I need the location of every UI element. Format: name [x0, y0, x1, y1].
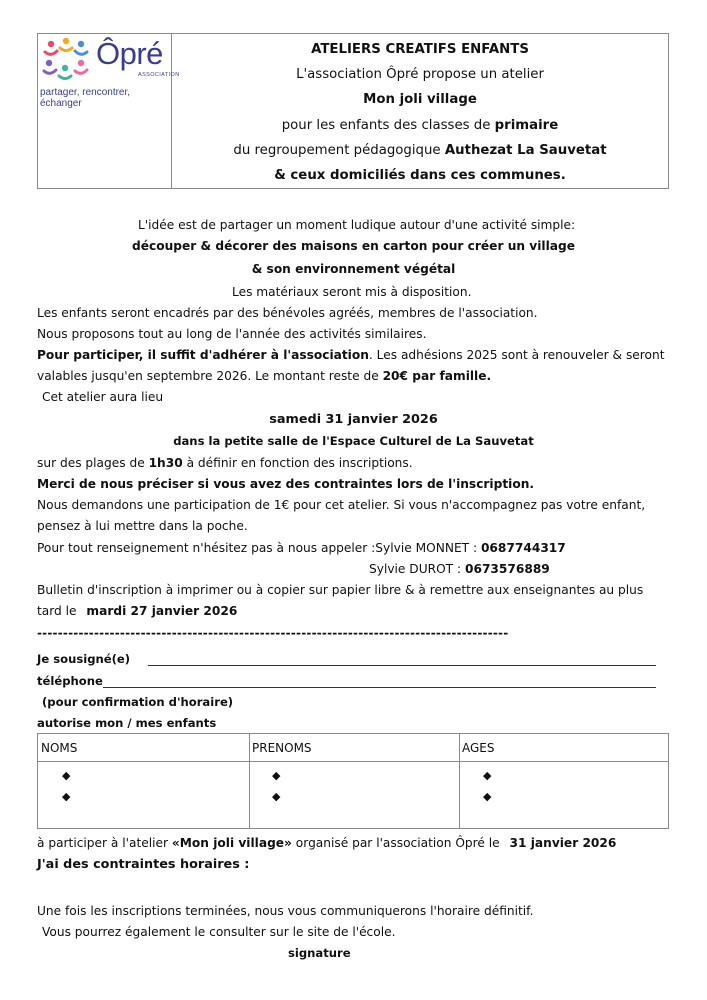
location-intro: Cet atelier aura lieu — [42, 390, 164, 404]
event-place: dans la petite salle de l'Espace Culturel de La Sauvetat — [173, 434, 534, 448]
supervision-text: Les enfants seront encadrés par des bénévoles agréés, membres de l'association. — [37, 306, 538, 320]
constraints-label: J'ai des contraintes horaires : — [37, 857, 250, 872]
children-table — [37, 733, 669, 829]
fee-text-2: pensez à lui mettre dans la poche. — [37, 519, 248, 533]
list-bullet[interactable]: ◆ — [62, 790, 71, 803]
materials-text: Les matériaux seront mis à disposition. — [232, 285, 472, 299]
table-header-names: NOMS — [41, 741, 78, 755]
phone-label: téléphone — [37, 674, 103, 688]
contact-line-1: Pour tout renseignement n'hésitez pas à nous appeler :Sylvie MONNET : 0687744317 — [37, 541, 566, 555]
confirm-label: (pour confirmation d'horaire) — [42, 695, 234, 709]
fee-text-1: Nous demandons une participation de 1€ pour cet atelier. Si vous n'accompagnez pas votre enfant, — [37, 498, 646, 512]
similar-text: Nous proposons tout au long de l'année des activités similaires. — [37, 327, 427, 341]
participation-text: Pour participer, il suffit d'adhérer à l'association. Les adhésions 2025 sont à renouveler & seront — [37, 348, 665, 362]
logo-sub: ASSOCIATION — [138, 72, 180, 78]
signature-label: signature — [288, 946, 351, 960]
table-header-firstnames: PRENOMS — [252, 741, 312, 755]
header-line2: L'association Ôpré propose un atelier — [296, 67, 544, 82]
contact-line-2: Sylvie DUROT : 0673576889 — [369, 562, 550, 576]
membership-fee-text: valables jusqu'en septembre 2026. Le montant reste de 20€ par famille. — [37, 369, 492, 383]
participation-statement: à participer à l'atelier «Mon joli village» organisé par l'association Ôpré le 31 janvier 2026 — [37, 836, 617, 850]
logo — [38, 34, 180, 188]
event-date: samedi 31 janvier 2026 — [269, 412, 438, 427]
list-bullet[interactable]: ◆ — [62, 769, 71, 782]
undersigned-field[interactable] — [148, 665, 656, 666]
bulletin-text-1: Bulletin d'inscription à imprimer ou à copier sur papier libre & à remettre aux enseignantes au plus — [37, 583, 644, 597]
authorize-label: autorise mon / mes enfants — [37, 716, 217, 730]
header-workshop-name: Mon joli village — [363, 92, 477, 107]
deadline-date: mardi 27 janvier 2026 — [86, 604, 238, 618]
table-header-ages: AGES — [462, 741, 495, 755]
table-divider — [249, 734, 250, 828]
phone-field[interactable] — [103, 687, 656, 688]
contact-phone-1: 0687744317 — [480, 541, 566, 555]
final-note-2: Vous pourrez également le consulter sur le site de l'école. — [42, 925, 396, 939]
header-line5: du regroupement pédagogique Authezat La Sauvetat — [233, 143, 607, 158]
header-line6: & ceux domiciliés dans ces communes. — [274, 168, 566, 183]
intro-text: L'idée est de partager un moment ludique autour d'une activité simple: — [138, 218, 576, 232]
bulletin-text-2: tard le mardi 27 janvier 2026 — [37, 604, 238, 618]
people-circle-icon — [41, 36, 97, 82]
header-title: ATELIERS CREATIFS ENFANTS — [311, 42, 529, 57]
logo-brand: Ôpré — [96, 36, 163, 71]
cut-separator: ------------------------------------------------------------------------------------------- — [37, 626, 509, 640]
header-line4: pour les enfants des classes de primaire — [281, 118, 559, 133]
final-note-1: Une fois les inscriptions terminées, nous vous communiquerons l'horaire définitif. — [37, 904, 534, 918]
slots-text: sur des plages de 1h30 à définir en fonction des inscriptions. — [37, 456, 413, 470]
list-bullet[interactable]: ◆ — [483, 769, 492, 782]
contact-phone-2: 0673576889 — [464, 562, 550, 576]
list-bullet[interactable]: ◆ — [272, 790, 281, 803]
constraints-text: Merci de nous préciser si vous avez des contraintes lors de l'inscription. — [37, 477, 535, 491]
logo-figures — [44, 38, 87, 79]
logo-tagline: partager, rencontrer, échanger — [40, 87, 131, 109]
header-box — [37, 33, 669, 189]
activity-line1: découper & décorer des maisons en carton pour créer un village — [132, 239, 575, 253]
activity-line2: & son environnement végétal — [251, 262, 456, 276]
undersigned-label: Je sousigné(e) — [37, 652, 131, 666]
table-divider — [459, 734, 460, 828]
table-header-row — [38, 734, 668, 762]
list-bullet[interactable]: ◆ — [483, 790, 492, 803]
list-bullet[interactable]: ◆ — [272, 769, 281, 782]
